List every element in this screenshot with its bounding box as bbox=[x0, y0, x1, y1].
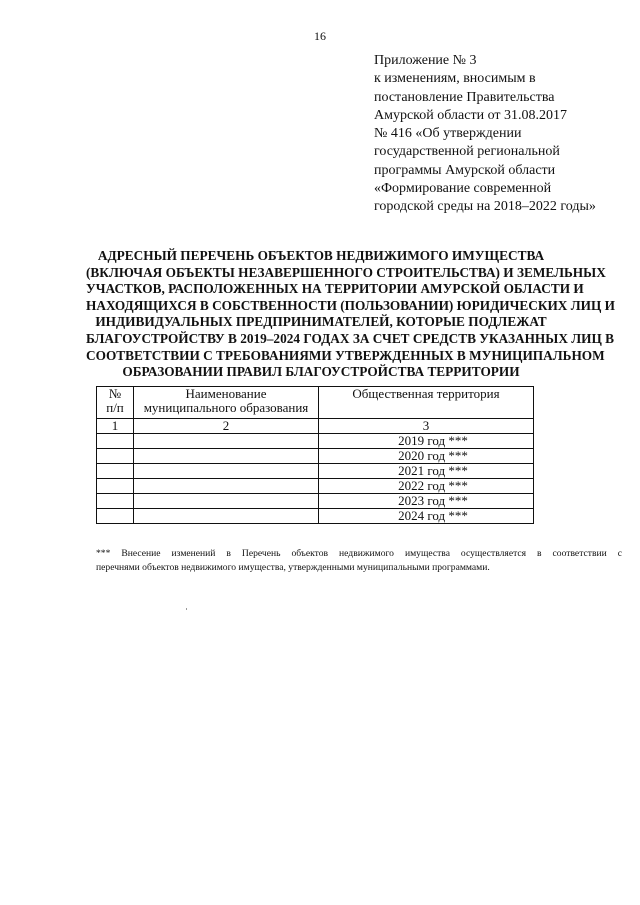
row-territory-cell bbox=[319, 509, 534, 524]
appendix-header bbox=[374, 52, 636, 217]
table-row bbox=[97, 494, 534, 509]
title-line: ОБРАЗОВАНИИ ПРАВИЛ БЛАГОУСТРОЙСТВА ТЕРРИТОРИИ bbox=[122, 364, 520, 380]
document-title bbox=[86, 248, 615, 381]
row-territory-cell bbox=[319, 494, 534, 509]
appendix-line: «Формирование современной bbox=[374, 181, 552, 197]
header-municipality-line1: Наименование bbox=[185, 386, 267, 401]
row-territory-cell bbox=[319, 434, 534, 449]
header-number-cell bbox=[97, 387, 134, 419]
row-municipality-cell bbox=[134, 434, 319, 449]
row-municipality-cell bbox=[134, 449, 319, 464]
year-label: 2020 год *** bbox=[398, 448, 468, 463]
year-label: 2021 год *** bbox=[398, 463, 468, 478]
column-number: 1 bbox=[97, 419, 134, 434]
title-line: (ВКЛЮЧАЯ ОБЪЕКТЫ НЕЗАВЕРШЕННОГО СТРОИТЕЛЬСТВА) И ЗЕМЕЛЬНЫХ bbox=[86, 264, 606, 280]
row-territory-cell bbox=[319, 464, 534, 479]
title-line: НАХОДЯЩИХСЯ В СОБСТВЕННОСТИ (ПОЛЬЗОВАНИИ) ЮРИДИЧЕСКИХ ЛИЦ И bbox=[86, 297, 615, 313]
appendix-line: постановление Правительства bbox=[374, 89, 555, 105]
appendix-line: Приложение № 3 bbox=[374, 53, 477, 68]
year-label: 2024 год *** bbox=[398, 508, 468, 523]
appendix-line: Амурской области от 31.08.2017 bbox=[374, 107, 567, 123]
row-municipality-cell bbox=[134, 509, 319, 524]
objects-table bbox=[96, 386, 534, 524]
appendix-line: программы Амурской области bbox=[374, 162, 556, 178]
column-numbers-row bbox=[97, 419, 534, 434]
header-number-line2: п/п bbox=[106, 400, 124, 415]
year-label: 2022 год *** bbox=[398, 478, 468, 493]
row-municipality-cell bbox=[134, 464, 319, 479]
row-number-cell bbox=[97, 494, 134, 509]
row-number-cell bbox=[97, 434, 134, 449]
column-number: 3 bbox=[319, 419, 534, 434]
footnote bbox=[96, 547, 622, 575]
header-municipality-line2: муниципального образования bbox=[143, 400, 309, 415]
table-header-row bbox=[97, 387, 534, 419]
table-row bbox=[97, 464, 534, 479]
row-municipality-cell bbox=[134, 479, 319, 494]
header-number-line1: № bbox=[108, 386, 122, 401]
row-number-cell bbox=[97, 509, 134, 524]
row-number-cell bbox=[97, 449, 134, 464]
table-row bbox=[97, 449, 534, 464]
appendix-line: к изменениям, вносимым в bbox=[374, 71, 536, 87]
year-label: 2023 год *** bbox=[398, 493, 468, 508]
appendix-line: № 416 «Об утверждении bbox=[374, 126, 522, 142]
title-line: ИНДИВИДУАЛЬНЫХ ПРЕДПРИНИМАТЕЛЕЙ, КОТОРЫЕ ПОДЛЕЖАТ bbox=[95, 314, 547, 330]
table-row bbox=[97, 479, 534, 494]
title-line: СООТВЕТСТВИИ С ТРЕБОВАНИЯМИ УТВЕРЖДЕННЫХ В МУНИЦИПАЛЬНОМ bbox=[86, 347, 605, 363]
page-number: 16 bbox=[314, 29, 326, 43]
row-territory-cell bbox=[319, 449, 534, 464]
row-number-cell bbox=[97, 464, 134, 479]
row-territory-cell bbox=[319, 479, 534, 494]
title-line: АДРЕСНЫЙ ПЕРЕЧЕНЬ ОБЪЕКТОВ НЕДВИЖИМОГО ИМУЩЕСТВА bbox=[97, 248, 545, 263]
footnote-line: *** Внесение изменений в Перечень объектов недвижимого имущества осуществляется в соответствии с bbox=[96, 548, 622, 559]
footnote-line: перечнями объектов недвижимого имущества, утвержденными муниципальными программами. bbox=[96, 562, 490, 573]
header-territory-cell: Общественная территория bbox=[319, 387, 534, 419]
row-municipality-cell bbox=[134, 494, 319, 509]
appendix-line: государственной региональной bbox=[374, 144, 560, 160]
appendix-line: городской среды на 2018–2022 годы» bbox=[374, 199, 596, 215]
header-municipality-cell bbox=[134, 387, 319, 419]
column-number: 2 bbox=[134, 419, 319, 434]
year-label: 2019 год *** bbox=[398, 433, 468, 448]
table-row bbox=[97, 509, 534, 524]
scan-speck bbox=[186, 608, 187, 610]
row-number-cell bbox=[97, 479, 134, 494]
table-row bbox=[97, 434, 534, 449]
title-line: УЧАСТКОВ, РАСПОЛОЖЕННЫХ НА ТЕРРИТОРИИ АМУРСКОЙ ОБЛАСТИ И bbox=[86, 281, 584, 297]
title-line: БЛАГОУСТРОЙСТВУ В 2019–2024 ГОДАХ ЗА СЧЕТ СРЕДСТВ УКАЗАННЫХ ЛИЦ В bbox=[86, 330, 615, 346]
